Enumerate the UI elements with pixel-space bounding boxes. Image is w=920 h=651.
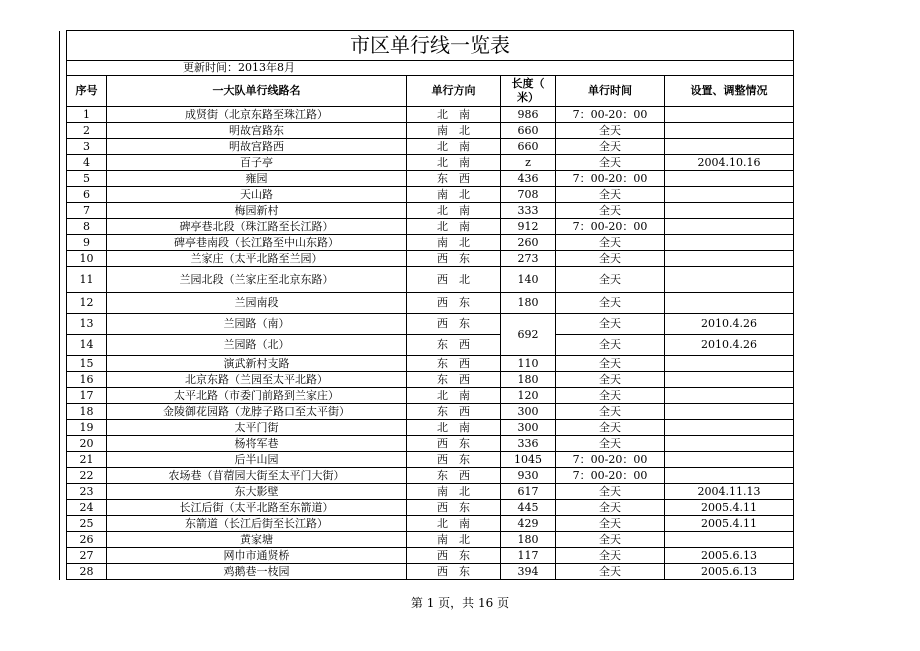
cell-note bbox=[665, 267, 794, 293]
cell-length: 117 bbox=[501, 548, 556, 564]
cell-seq: 12 bbox=[67, 293, 107, 314]
cell-name: 明故宫路东 bbox=[107, 123, 407, 139]
gutter-cell bbox=[60, 404, 67, 420]
table-row bbox=[60, 293, 794, 314]
cell-name: 金陵御花园路（龙脖子路口至太平街） bbox=[107, 404, 407, 420]
gutter-cell bbox=[60, 388, 67, 404]
table-row bbox=[60, 203, 794, 219]
cell-seq: 20 bbox=[67, 436, 107, 452]
cell-length: 986 bbox=[501, 107, 556, 123]
cell-note bbox=[665, 203, 794, 219]
cell-length: 110 bbox=[501, 356, 556, 372]
cell-note: 2010.4.26 bbox=[665, 335, 794, 356]
cell-time: 7：00-20：00 bbox=[556, 452, 665, 468]
cell-name: 网巾市通贤桥 bbox=[107, 548, 407, 564]
cell-seq: 28 bbox=[67, 564, 107, 580]
cell-time: 全天 bbox=[556, 155, 665, 171]
cell-note bbox=[665, 171, 794, 187]
cell-note: 2005.6.13 bbox=[665, 564, 794, 580]
cell-direction: 南 北 bbox=[407, 532, 501, 548]
table-row bbox=[60, 251, 794, 267]
cell-direction: 西 东 bbox=[407, 500, 501, 516]
cell-length: 436 bbox=[501, 171, 556, 187]
table-row bbox=[60, 548, 794, 564]
header-length bbox=[501, 76, 556, 107]
cell-seq: 6 bbox=[67, 187, 107, 203]
cell-direction: 南 北 bbox=[407, 187, 501, 203]
cell-time: 全天 bbox=[556, 267, 665, 293]
table-row bbox=[60, 372, 794, 388]
table-row bbox=[60, 356, 794, 372]
table-row bbox=[60, 532, 794, 548]
cell-length: 333 bbox=[501, 203, 556, 219]
gutter-cell bbox=[60, 335, 67, 356]
cell-length: 660 bbox=[501, 139, 556, 155]
cell-name: 黄家塘 bbox=[107, 532, 407, 548]
table-row bbox=[60, 219, 794, 235]
cell-seq: 22 bbox=[67, 468, 107, 484]
cell-time: 全天 bbox=[556, 293, 665, 314]
table-row bbox=[60, 436, 794, 452]
table-row bbox=[60, 516, 794, 532]
gutter-cell bbox=[60, 452, 67, 468]
cell-seq: 1 bbox=[67, 107, 107, 123]
table-row bbox=[60, 468, 794, 484]
cell-name: 明故宫路西 bbox=[107, 139, 407, 155]
gutter-cell bbox=[60, 314, 67, 335]
gutter-cell bbox=[60, 171, 67, 187]
gutter-cell bbox=[60, 468, 67, 484]
cell-seq: 7 bbox=[67, 203, 107, 219]
cell-time: 全天 bbox=[556, 139, 665, 155]
cell-note: 2010.4.26 bbox=[665, 314, 794, 335]
gutter-cell bbox=[60, 532, 67, 548]
cell-note: 2004.11.13 bbox=[665, 484, 794, 500]
cell-name: 农场巷（苜蓿园大街至太平门大街） bbox=[107, 468, 407, 484]
cell-direction: 西 东 bbox=[407, 436, 501, 452]
cell-name: 兰家庄（太平北路至兰园） bbox=[107, 251, 407, 267]
gutter-cell bbox=[60, 356, 67, 372]
cell-name: 太平门街 bbox=[107, 420, 407, 436]
cell-name: 演武新村支路 bbox=[107, 356, 407, 372]
gutter-cell bbox=[60, 61, 67, 76]
cell-length: 180 bbox=[501, 532, 556, 548]
cell-note bbox=[665, 420, 794, 436]
cell-name: 兰园北段（兰家庄至北京东路） bbox=[107, 267, 407, 293]
cell-name: 梅园新村 bbox=[107, 203, 407, 219]
cell-name: 兰园路（北） bbox=[107, 335, 407, 356]
cell-direction: 北 南 bbox=[407, 139, 501, 155]
cell-seq: 13 bbox=[67, 314, 107, 335]
one-way-streets-table bbox=[59, 30, 794, 580]
table-row bbox=[60, 107, 794, 123]
gutter-cell bbox=[60, 293, 67, 314]
gutter-cell bbox=[60, 516, 67, 532]
cell-name: 后半山园 bbox=[107, 452, 407, 468]
table-row bbox=[60, 452, 794, 468]
cell-note bbox=[665, 235, 794, 251]
gutter-cell bbox=[60, 500, 67, 516]
cell-note bbox=[665, 251, 794, 267]
cell-time: 全天 bbox=[556, 548, 665, 564]
cell-seq: 27 bbox=[67, 548, 107, 564]
header-seq: 序号 bbox=[67, 76, 107, 107]
cell-length: 394 bbox=[501, 564, 556, 580]
cell-length: 180 bbox=[501, 293, 556, 314]
cell-length: z bbox=[501, 155, 556, 171]
cell-seq: 18 bbox=[67, 404, 107, 420]
cell-note bbox=[665, 107, 794, 123]
table-row bbox=[60, 267, 794, 293]
cell-length: 617 bbox=[501, 484, 556, 500]
cell-seq: 25 bbox=[67, 516, 107, 532]
cell-time: 全天 bbox=[556, 500, 665, 516]
cell-length: 273 bbox=[501, 251, 556, 267]
cell-note bbox=[665, 436, 794, 452]
cell-length: 336 bbox=[501, 436, 556, 452]
cell-note bbox=[665, 404, 794, 420]
cell-note bbox=[665, 219, 794, 235]
cell-direction: 北 南 bbox=[407, 219, 501, 235]
cell-length: 429 bbox=[501, 516, 556, 532]
cell-seq: 16 bbox=[67, 372, 107, 388]
cell-direction: 南 北 bbox=[407, 484, 501, 500]
header-time: 单行时间 bbox=[556, 76, 665, 107]
cell-seq: 15 bbox=[67, 356, 107, 372]
cell-time: 全天 bbox=[556, 335, 665, 356]
cell-name: 长江后街（太平北路至东箭道） bbox=[107, 500, 407, 516]
cell-length: 708 bbox=[501, 187, 556, 203]
cell-time: 7：00-20：00 bbox=[556, 219, 665, 235]
cell-direction: 南 北 bbox=[407, 123, 501, 139]
header-direction: 单行方向 bbox=[407, 76, 501, 107]
cell-direction: 东 西 bbox=[407, 372, 501, 388]
cell-seq: 26 bbox=[67, 532, 107, 548]
gutter-cell bbox=[60, 564, 67, 580]
cell-seq: 19 bbox=[67, 420, 107, 436]
cell-seq: 10 bbox=[67, 251, 107, 267]
cell-time: 7：00-20：00 bbox=[556, 171, 665, 187]
page-title: 市区单行线一览表 bbox=[67, 31, 794, 61]
cell-note: 2004.10.16 bbox=[665, 155, 794, 171]
cell-direction: 北 南 bbox=[407, 107, 501, 123]
header-name: 一大队单行线路名 bbox=[107, 76, 407, 107]
table-row bbox=[60, 123, 794, 139]
cell-name: 碑亭巷南段（长江路至中山东路） bbox=[107, 235, 407, 251]
cell-name: 东大影壁 bbox=[107, 484, 407, 500]
cell-note bbox=[665, 372, 794, 388]
cell-seq: 24 bbox=[67, 500, 107, 516]
cell-direction: 东 西 bbox=[407, 468, 501, 484]
cell-name: 天山路 bbox=[107, 187, 407, 203]
cell-direction: 东 西 bbox=[407, 356, 501, 372]
cell-time: 全天 bbox=[556, 516, 665, 532]
cell-time: 全天 bbox=[556, 251, 665, 267]
table-row bbox=[60, 500, 794, 516]
cell-note bbox=[665, 452, 794, 468]
cell-note bbox=[665, 187, 794, 203]
cell-direction: 西 东 bbox=[407, 564, 501, 580]
table-row bbox=[60, 235, 794, 251]
gutter-cell bbox=[60, 436, 67, 452]
cell-seq: 4 bbox=[67, 155, 107, 171]
cell-name: 太平北路（市委门前路到兰家庄） bbox=[107, 388, 407, 404]
table-row bbox=[60, 388, 794, 404]
cell-time: 全天 bbox=[556, 235, 665, 251]
cell-name: 兰园南段 bbox=[107, 293, 407, 314]
cell-direction: 北 南 bbox=[407, 203, 501, 219]
gutter-cell bbox=[60, 548, 67, 564]
table-row bbox=[60, 314, 794, 335]
cell-length: 180 bbox=[501, 372, 556, 388]
table-row bbox=[60, 139, 794, 155]
gutter-cell bbox=[60, 203, 67, 219]
cell-name: 兰园路（南） bbox=[107, 314, 407, 335]
cell-seq: 23 bbox=[67, 484, 107, 500]
cell-note bbox=[665, 356, 794, 372]
cell-time: 全天 bbox=[556, 404, 665, 420]
cell-note: 2005.6.13 bbox=[665, 548, 794, 564]
cell-length: 120 bbox=[501, 388, 556, 404]
cell-time: 全天 bbox=[556, 484, 665, 500]
cell-direction: 东 西 bbox=[407, 404, 501, 420]
cell-name: 鸡鹅巷一枝园 bbox=[107, 564, 407, 580]
cell-seq: 21 bbox=[67, 452, 107, 468]
cell-name: 杨将军巷 bbox=[107, 436, 407, 452]
table-row bbox=[60, 420, 794, 436]
cell-direction: 东 西 bbox=[407, 335, 501, 356]
cell-time: 全天 bbox=[556, 388, 665, 404]
table-row bbox=[60, 335, 794, 356]
cell-time: 全天 bbox=[556, 187, 665, 203]
cell-note bbox=[665, 532, 794, 548]
cell-direction: 北 南 bbox=[407, 155, 501, 171]
gutter-cell bbox=[60, 155, 67, 171]
cell-name: 北京东路（兰园至太平北路） bbox=[107, 372, 407, 388]
cell-time: 全天 bbox=[556, 436, 665, 452]
spreadsheet-page bbox=[59, 30, 794, 580]
gutter-cell bbox=[60, 372, 67, 388]
cell-direction: 北 南 bbox=[407, 388, 501, 404]
cell-time: 全天 bbox=[556, 203, 665, 219]
cell-direction: 西 东 bbox=[407, 548, 501, 564]
table-row bbox=[60, 564, 794, 580]
cell-length: 930 bbox=[501, 468, 556, 484]
cell-seq: 17 bbox=[67, 388, 107, 404]
cell-length: 692 bbox=[501, 314, 556, 356]
cell-direction: 北 南 bbox=[407, 516, 501, 532]
cell-direction: 北 南 bbox=[407, 420, 501, 436]
cell-note bbox=[665, 468, 794, 484]
cell-seq: 8 bbox=[67, 219, 107, 235]
cell-direction: 西 东 bbox=[407, 251, 501, 267]
cell-direction: 西 北 bbox=[407, 267, 501, 293]
cell-note: 2005.4.11 bbox=[665, 500, 794, 516]
cell-length: 300 bbox=[501, 420, 556, 436]
cell-time: 全天 bbox=[556, 564, 665, 580]
cell-seq: 2 bbox=[67, 123, 107, 139]
table-row bbox=[60, 187, 794, 203]
gutter-cell bbox=[60, 235, 67, 251]
cell-length: 660 bbox=[501, 123, 556, 139]
table-row bbox=[60, 404, 794, 420]
cell-name: 雍园 bbox=[107, 171, 407, 187]
cell-seq: 14 bbox=[67, 335, 107, 356]
cell-direction: 西 东 bbox=[407, 452, 501, 468]
cell-name: 成贤街（北京东路至珠江路） bbox=[107, 107, 407, 123]
gutter-cell bbox=[60, 484, 67, 500]
header-note: 设置、调整情况 bbox=[665, 76, 794, 107]
cell-direction: 东 西 bbox=[407, 171, 501, 187]
header-length-line1: 长度（ bbox=[511, 77, 545, 90]
cell-seq: 9 bbox=[67, 235, 107, 251]
gutter-cell bbox=[60, 107, 67, 123]
page-footer: 第 1 页，共 16 页 bbox=[410, 596, 510, 610]
cell-name: 百子亭 bbox=[107, 155, 407, 171]
gutter-cell bbox=[60, 420, 67, 436]
cell-time: 7：00-20：00 bbox=[556, 107, 665, 123]
cell-time: 全天 bbox=[556, 314, 665, 335]
cell-note bbox=[665, 388, 794, 404]
cell-direction: 西 东 bbox=[407, 293, 501, 314]
cell-note bbox=[665, 123, 794, 139]
gutter-cell bbox=[60, 31, 67, 61]
gutter-cell bbox=[60, 123, 67, 139]
cell-length: 140 bbox=[501, 267, 556, 293]
cell-direction: 南 北 bbox=[407, 235, 501, 251]
cell-time: 全天 bbox=[556, 420, 665, 436]
gutter-cell bbox=[60, 187, 67, 203]
cell-time: 全天 bbox=[556, 532, 665, 548]
cell-note: 2005.4.11 bbox=[665, 516, 794, 532]
cell-seq: 11 bbox=[67, 267, 107, 293]
cell-name: 东箭道（长江后街至长江路） bbox=[107, 516, 407, 532]
gutter-cell bbox=[60, 76, 67, 107]
cell-seq: 3 bbox=[67, 139, 107, 155]
cell-length: 445 bbox=[501, 500, 556, 516]
gutter-cell bbox=[60, 139, 67, 155]
cell-length: 1045 bbox=[501, 452, 556, 468]
gutter-cell bbox=[60, 267, 67, 293]
cell-length: 260 bbox=[501, 235, 556, 251]
cell-name: 碑亭巷北段（珠江路至长江路） bbox=[107, 219, 407, 235]
update-time: 更新时间：2013年8月 bbox=[67, 61, 556, 76]
cell-time: 全天 bbox=[556, 372, 665, 388]
cell-time: 全天 bbox=[556, 123, 665, 139]
table-row bbox=[60, 171, 794, 187]
table-row bbox=[60, 155, 794, 171]
cell-length: 300 bbox=[501, 404, 556, 420]
cell-time: 全天 bbox=[556, 356, 665, 372]
cell-direction: 西 东 bbox=[407, 314, 501, 335]
update-time-blank bbox=[556, 61, 794, 76]
cell-time: 7：00-20：00 bbox=[556, 468, 665, 484]
cell-note bbox=[665, 293, 794, 314]
table-row bbox=[60, 484, 794, 500]
cell-note bbox=[665, 139, 794, 155]
header-length-line2: 米） bbox=[517, 91, 539, 104]
gutter-cell bbox=[60, 219, 67, 235]
gutter-cell bbox=[60, 251, 67, 267]
cell-length: 912 bbox=[501, 219, 556, 235]
cell-seq: 5 bbox=[67, 171, 107, 187]
